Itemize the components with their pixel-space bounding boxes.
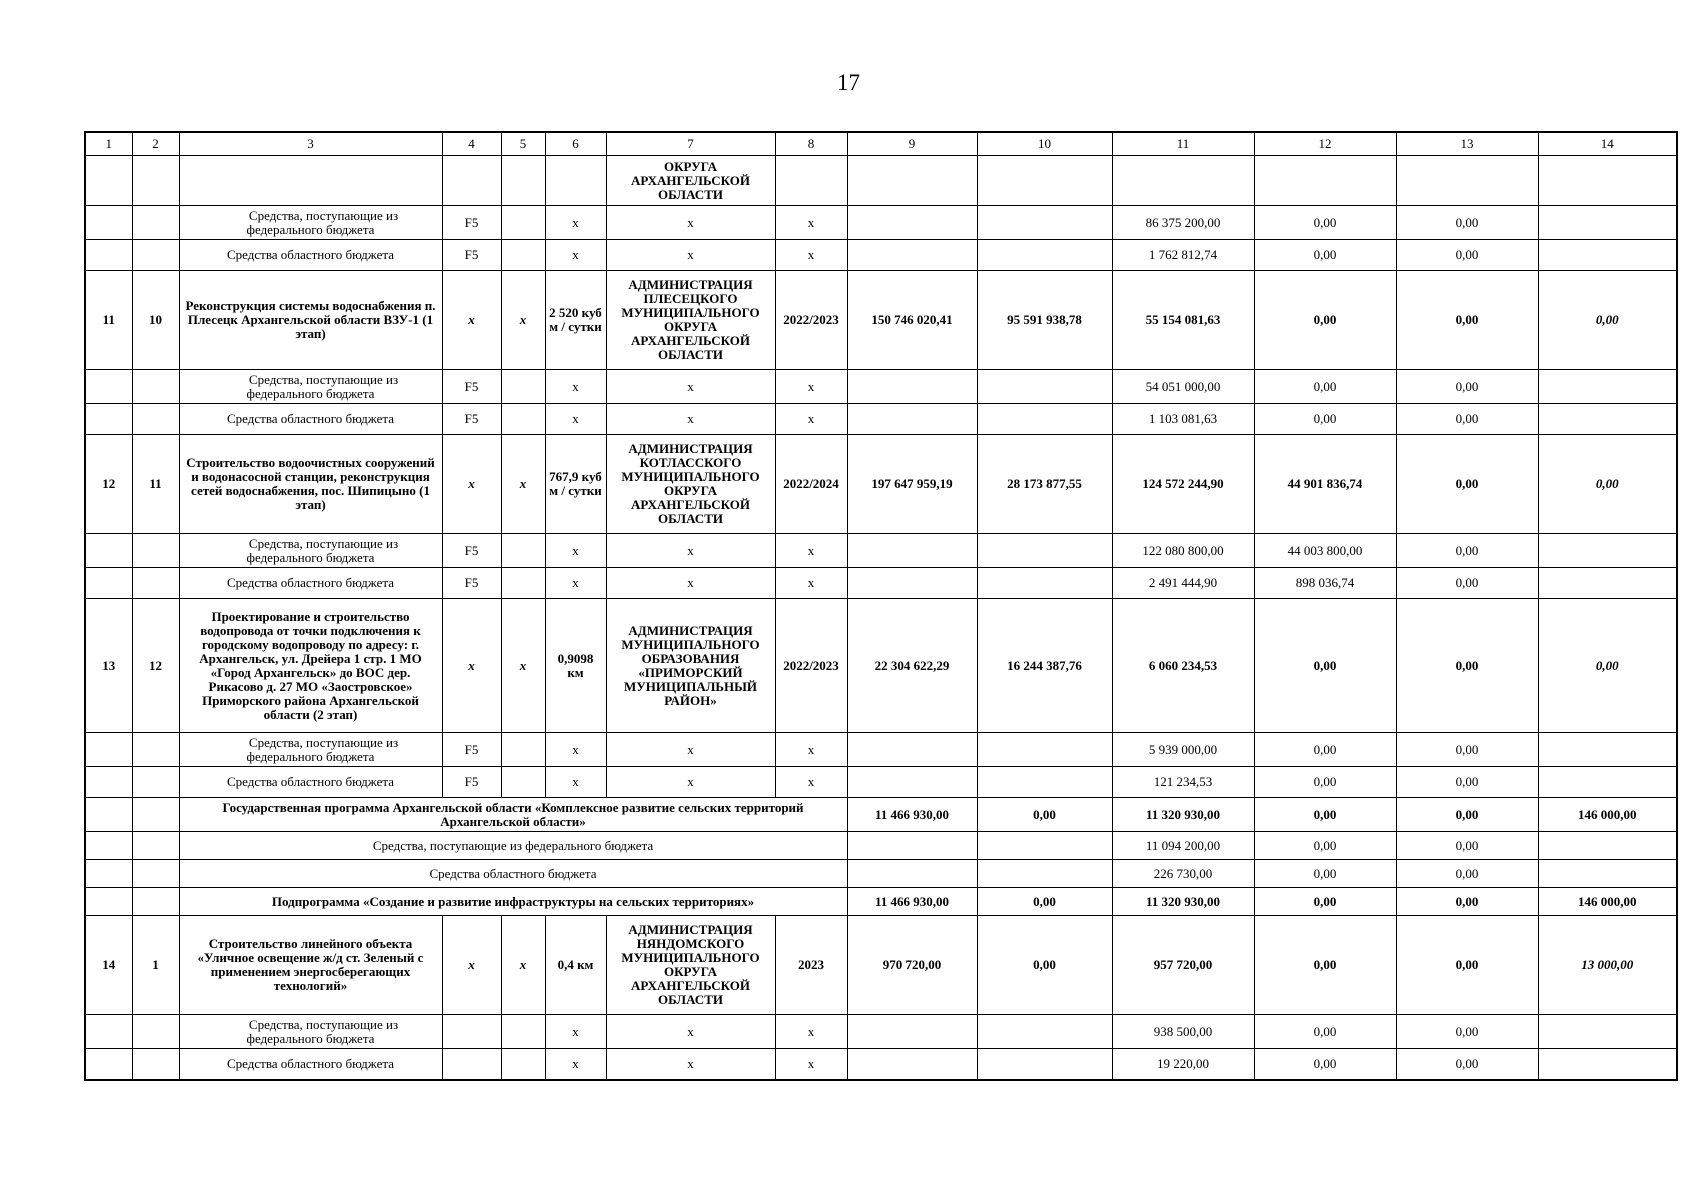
table-cell	[847, 156, 977, 206]
table-cell: x	[606, 534, 775, 568]
column-number: 13	[1396, 132, 1538, 156]
code-cell: F5	[442, 767, 501, 798]
table-row	[85, 888, 1677, 916]
table-cell	[85, 860, 132, 888]
amount-cell: 0,00	[1254, 404, 1396, 435]
amount-cell: 0,00	[1396, 832, 1538, 860]
funding-source-line: Средства, поступающие из	[248, 734, 399, 750]
amount-cell: 19 220,00	[1112, 1049, 1254, 1080]
amount-cell: 0,00	[1254, 240, 1396, 271]
table-cell: x	[545, 206, 606, 240]
table-cell: x	[545, 568, 606, 599]
table-cell	[1538, 832, 1677, 860]
table-cell	[501, 1015, 545, 1049]
table-cell: x	[501, 599, 545, 733]
table-row	[85, 599, 1677, 733]
column-number: 2	[132, 132, 179, 156]
table-cell	[1538, 370, 1677, 404]
column-number: 9	[847, 132, 977, 156]
table-cell: x	[775, 240, 847, 271]
table-cell	[132, 860, 179, 888]
table-cell	[545, 156, 606, 206]
amount-cell: 0,00	[1396, 240, 1538, 271]
table-cell	[1538, 733, 1677, 767]
amount-cell: 1 103 081,63	[1112, 404, 1254, 435]
organization-cell: АДМИНИСТРАЦИЯ МУНИЦИПАЛЬНОГО ОБРАЗОВАНИЯ «ПРИМОРСКИЙ МУНИЦИПАЛЬНЫЙ РАЙОН»	[606, 599, 775, 733]
code-cell: F5	[442, 568, 501, 599]
table-cell	[501, 767, 545, 798]
amount-cell: 6 060 234,53	[1112, 599, 1254, 733]
amount-cell: 121 234,53	[1112, 767, 1254, 798]
table-cell: x	[606, 206, 775, 240]
table-cell	[977, 240, 1112, 271]
amount-cell: 226 730,00	[1112, 860, 1254, 888]
funding-source-name: Средства областного бюджета	[179, 1049, 442, 1080]
code-cell	[442, 1049, 501, 1080]
object-number: 1	[132, 916, 179, 1015]
amount-cell: 0,00	[1396, 767, 1538, 798]
column-number: 3	[179, 132, 442, 156]
table-cell	[85, 240, 132, 271]
amount-cell: 0,00	[1396, 404, 1538, 435]
table-cell	[501, 534, 545, 568]
table-cell	[501, 370, 545, 404]
table-cell	[132, 568, 179, 599]
table-row	[85, 798, 1677, 832]
table-cell	[1538, 240, 1677, 271]
table-cell	[1538, 1049, 1677, 1080]
table-cell	[977, 1049, 1112, 1080]
table-cell	[85, 404, 132, 435]
funding-source-name	[179, 534, 442, 568]
column-number: 6	[545, 132, 606, 156]
amount-cell: 16 244 387,76	[977, 599, 1112, 733]
table-cell: x	[606, 1015, 775, 1049]
funding-source-name: Средства областного бюджета	[179, 568, 442, 599]
table-cell	[977, 156, 1112, 206]
funding-source-line: Средства, поступающие из	[248, 1016, 399, 1032]
period-cell: 2022/2024	[775, 435, 847, 534]
amount-cell: 0,00	[1254, 271, 1396, 370]
amount-cell: 0,00	[1396, 798, 1538, 832]
table-row	[85, 733, 1677, 767]
amount-cell: 1 762 812,74	[1112, 240, 1254, 271]
table-cell	[977, 860, 1112, 888]
table-cell	[501, 1049, 545, 1080]
funding-source-line: федерального бюджета	[246, 221, 375, 237]
column-number: 4	[442, 132, 501, 156]
amount-cell: 0,00	[1538, 599, 1677, 733]
organization-cell: АДМИНИСТРАЦИЯ КОТЛАССКОГО МУНИЦИПАЛЬНОГО ОКРУГА АРХАНГЕЛЬСКОЙ ОБЛАСТИ	[606, 435, 775, 534]
table-row	[85, 916, 1677, 1015]
table-cell: x	[606, 733, 775, 767]
table-cell	[132, 534, 179, 568]
table-cell: x	[545, 733, 606, 767]
amount-cell: 0,00	[1396, 733, 1538, 767]
table-cell	[442, 156, 501, 206]
amount-cell: 150 746 020,41	[847, 271, 977, 370]
table-cell	[85, 733, 132, 767]
code-cell: F5	[442, 404, 501, 435]
table-cell	[847, 1015, 977, 1049]
table-cell	[85, 798, 132, 832]
program-name: Государственная программа Архангельской области «Комплексное развитие сельских территорий Архангельской области»	[179, 798, 847, 832]
table-row	[85, 832, 1677, 860]
table-row	[85, 767, 1677, 798]
table-cell	[775, 156, 847, 206]
amount-cell: 0,00	[1396, 370, 1538, 404]
table-cell	[1538, 1015, 1677, 1049]
amount-cell: 898 036,74	[1254, 568, 1396, 599]
amount-cell: 0,00	[1396, 916, 1538, 1015]
amount-cell: 146 000,00	[1538, 888, 1677, 916]
organization-cell: АДМИНИСТРАЦИЯ НЯНДОМСКОГО МУНИЦИПАЛЬНОГО ОКРУГА АРХАНГЕЛЬСКОЙ ОБЛАСТИ	[606, 916, 775, 1015]
amount-cell: 95 591 938,78	[977, 271, 1112, 370]
table-cell	[132, 798, 179, 832]
table-cell	[85, 767, 132, 798]
amount-cell: 0,00	[1396, 1015, 1538, 1049]
code-cell: F5	[442, 206, 501, 240]
amount-cell: 0,00	[1396, 1049, 1538, 1080]
table-cell	[85, 156, 132, 206]
funding-source-line: Средства, поступающие из	[248, 207, 399, 223]
table-cell	[132, 832, 179, 860]
amount-cell: 55 154 081,63	[1112, 271, 1254, 370]
funding-source-name: Средства, поступающие из федерального бюджета	[179, 832, 847, 860]
code-cell: F5	[442, 370, 501, 404]
table-cell: x	[442, 916, 501, 1015]
funding-source-line: федерального бюджета	[246, 748, 375, 764]
object-number: 12	[132, 599, 179, 733]
table-row	[85, 206, 1677, 240]
table-cell: x	[545, 1049, 606, 1080]
table-cell	[501, 733, 545, 767]
funding-source-name: Средства областного бюджета	[179, 860, 847, 888]
amount-cell: 0,00	[1254, 888, 1396, 916]
table-cell	[847, 832, 977, 860]
funding-source-line: Средства, поступающие из	[248, 535, 399, 551]
table-cell	[85, 832, 132, 860]
amount-cell: 0,00	[1396, 599, 1538, 733]
amount-cell: 0,00	[977, 888, 1112, 916]
table-cell	[847, 568, 977, 599]
amount-cell: 22 304 622,29	[847, 599, 977, 733]
funding-source-line: Средства, поступающие из	[248, 371, 399, 387]
organization-cell: ОКРУГА АРХАНГЕЛЬСКОЙ ОБЛАСТИ	[606, 156, 775, 206]
period-cell: 2022/2023	[775, 599, 847, 733]
amount-cell: 11 320 930,00	[1112, 888, 1254, 916]
amount-cell: 11 320 930,00	[1112, 798, 1254, 832]
amount-cell: 938 500,00	[1112, 1015, 1254, 1049]
table-cell	[501, 240, 545, 271]
table-cell: x	[775, 534, 847, 568]
code-cell: F5	[442, 733, 501, 767]
table-cell: x	[545, 404, 606, 435]
table-cell	[132, 156, 179, 206]
table-row	[85, 1015, 1677, 1049]
table-row	[85, 568, 1677, 599]
amount-cell: 0,00	[1254, 1015, 1396, 1049]
amount-cell: 0,00	[1254, 798, 1396, 832]
amount-cell: 0,00	[1254, 1049, 1396, 1080]
table-cell: x	[775, 1049, 847, 1080]
table-cell	[1538, 534, 1677, 568]
funding-source-line: федерального бюджета	[246, 1030, 375, 1046]
funding-source-name	[179, 733, 442, 767]
amount-cell: 0,00	[1396, 860, 1538, 888]
amount-cell: 11 466 930,00	[847, 798, 977, 832]
table-cell	[132, 240, 179, 271]
column-number: 14	[1538, 132, 1677, 156]
amount-cell: 5 939 000,00	[1112, 733, 1254, 767]
table-row	[85, 240, 1677, 271]
amount-cell: 0,00	[1538, 271, 1677, 370]
amount-cell: 86 375 200,00	[1112, 206, 1254, 240]
table-cell	[132, 404, 179, 435]
organization-cell: АДМИНИСТРАЦИЯ ПЛЕСЕЦКОГО МУНИЦИПАЛЬНОГО ОКРУГА АРХАНГЕЛЬСКОЙ ОБЛАСТИ	[606, 271, 775, 370]
table-cell: x	[775, 733, 847, 767]
table-cell	[847, 404, 977, 435]
amount-cell: 44 901 836,74	[1254, 435, 1396, 534]
row-number: 13	[85, 599, 132, 733]
column-number: 11	[1112, 132, 1254, 156]
table-cell: x	[606, 568, 775, 599]
table-cell	[1538, 156, 1677, 206]
amount-cell: 957 720,00	[1112, 916, 1254, 1015]
program-name: Подпрограмма «Создание и развитие инфраструктуры на сельских территориях»	[179, 888, 847, 916]
table-cell: x	[606, 240, 775, 271]
amount-cell: 0,00	[977, 798, 1112, 832]
table-cell	[85, 206, 132, 240]
table-cell	[977, 534, 1112, 568]
table-cell	[85, 1049, 132, 1080]
object-number: 10	[132, 271, 179, 370]
amount-cell: 0,00	[1254, 599, 1396, 733]
table-cell: x	[775, 1015, 847, 1049]
table-cell	[85, 888, 132, 916]
table-cell: x	[545, 370, 606, 404]
capacity-cell: 2 520 куб м / сутки	[545, 271, 606, 370]
amount-cell: 0,00	[1254, 916, 1396, 1015]
amount-cell: 0,00	[1254, 860, 1396, 888]
code-cell	[442, 1015, 501, 1049]
table-cell	[847, 860, 977, 888]
table-cell	[501, 206, 545, 240]
table-cell	[977, 832, 1112, 860]
amount-cell: 0,00	[1254, 370, 1396, 404]
column-number: 10	[977, 132, 1112, 156]
column-number: 12	[1254, 132, 1396, 156]
table-cell: x	[442, 271, 501, 370]
row-number: 12	[85, 435, 132, 534]
object-name: Строительство водоочистных сооружений и водонасосной станции, реконструкция сетей водоснабжения, пос. Шипицыно (1 этап)	[179, 435, 442, 534]
funding-source-line: федерального бюджета	[246, 385, 375, 401]
table-cell	[132, 370, 179, 404]
table-cell	[1254, 156, 1396, 206]
table-cell	[977, 1015, 1112, 1049]
amount-cell: 0,00	[1254, 832, 1396, 860]
amount-cell: 0,00	[1396, 534, 1538, 568]
table-row	[85, 860, 1677, 888]
table-cell	[1538, 404, 1677, 435]
amount-cell: 0,00	[977, 916, 1112, 1015]
funding-source-name: Средства областного бюджета	[179, 404, 442, 435]
table-row	[85, 156, 1677, 206]
table-cell: x	[545, 240, 606, 271]
table-cell: x	[501, 916, 545, 1015]
amount-cell: 28 173 877,55	[977, 435, 1112, 534]
column-number-row	[85, 132, 1677, 156]
amount-cell: 54 051 000,00	[1112, 370, 1254, 404]
amount-cell: 0,00	[1396, 888, 1538, 916]
table-cell	[847, 733, 977, 767]
table-cell: x	[442, 599, 501, 733]
table-cell	[501, 156, 545, 206]
table-cell	[847, 370, 977, 404]
table-cell	[1538, 568, 1677, 599]
table-row	[85, 534, 1677, 568]
table-cell	[977, 206, 1112, 240]
table-cell	[977, 733, 1112, 767]
table-cell: x	[775, 370, 847, 404]
amount-cell: 0,00	[1254, 733, 1396, 767]
table-cell	[977, 568, 1112, 599]
table-cell: x	[501, 435, 545, 534]
amount-cell: 0,00	[1254, 767, 1396, 798]
table-cell: x	[501, 271, 545, 370]
amount-cell: 146 000,00	[1538, 798, 1677, 832]
table-cell	[132, 1015, 179, 1049]
table-cell	[501, 404, 545, 435]
table-cell: x	[606, 370, 775, 404]
row-number: 14	[85, 916, 132, 1015]
capacity-cell: 0,4 км	[545, 916, 606, 1015]
amount-cell: 970 720,00	[847, 916, 977, 1015]
funding-source-name	[179, 206, 442, 240]
table-cell: x	[545, 534, 606, 568]
object-name: Реконструкция системы водоснабжения п. Плесецк Архангельской области ВЗУ-1 (1 этап)	[179, 271, 442, 370]
table-cell	[1538, 767, 1677, 798]
column-number: 8	[775, 132, 847, 156]
table-row	[85, 404, 1677, 435]
object-name: Проектирование и строительство водопровода от точки подключения к городскому водопроводу по адресу: г. Архангельск, ул. Дрейера 1 стр. 1 МО «Город Архангельск» до ВОС дер. Рикасово д. 27 МО «Заостровское» Приморского района Архангельской области (2 этап)	[179, 599, 442, 733]
table-row	[85, 435, 1677, 534]
amount-cell: 44 003 800,00	[1254, 534, 1396, 568]
amount-cell: 11 094 200,00	[1112, 832, 1254, 860]
table-cell: x	[442, 435, 501, 534]
code-cell: F5	[442, 240, 501, 271]
amount-cell: 0,00	[1538, 435, 1677, 534]
funding-source-name: Средства областного бюджета	[179, 767, 442, 798]
amount-cell: 0,00	[1396, 435, 1538, 534]
table-cell	[977, 767, 1112, 798]
amount-cell: 122 080 800,00	[1112, 534, 1254, 568]
table-cell: x	[606, 404, 775, 435]
amount-cell: 197 647 959,19	[847, 435, 977, 534]
table-cell: x	[775, 767, 847, 798]
table-cell	[132, 767, 179, 798]
amount-cell: 2 491 444,90	[1112, 568, 1254, 599]
table-row	[85, 370, 1677, 404]
funding-source-name	[179, 1015, 442, 1049]
table-cell: x	[606, 767, 775, 798]
table-cell	[85, 568, 132, 599]
page-number: 17	[837, 70, 860, 95]
table-cell	[847, 534, 977, 568]
table-cell: x	[775, 568, 847, 599]
amount-cell: 0,00	[1254, 206, 1396, 240]
table-cell	[132, 733, 179, 767]
table-cell	[847, 1049, 977, 1080]
object-name: Строительство линейного объекта «Уличное освещение ж/д ст. Зеленый с применением энергосберегающих технологий»	[179, 916, 442, 1015]
table-cell: x	[775, 206, 847, 240]
column-number: 5	[501, 132, 545, 156]
table-cell	[977, 404, 1112, 435]
amount-cell: 11 466 930,00	[847, 888, 977, 916]
table-row	[85, 1049, 1677, 1080]
table-row	[85, 271, 1677, 370]
table-cell	[132, 1049, 179, 1080]
table-cell: x	[545, 767, 606, 798]
table-cell	[847, 206, 977, 240]
amount-cell: 0,00	[1396, 206, 1538, 240]
funding-source-line: федерального бюджета	[246, 549, 375, 565]
amount-cell: 13 000,00	[1538, 916, 1677, 1015]
capacity-cell: 0,9098 км	[545, 599, 606, 733]
code-cell: F5	[442, 534, 501, 568]
period-cell: 2022/2023	[775, 271, 847, 370]
table-cell	[85, 534, 132, 568]
table-cell	[85, 1015, 132, 1049]
table-cell	[1538, 206, 1677, 240]
table-cell	[1396, 156, 1538, 206]
funding-source-name: Средства областного бюджета	[179, 240, 442, 271]
table-cell: x	[775, 404, 847, 435]
table-cell: x	[606, 1049, 775, 1080]
table-cell	[85, 370, 132, 404]
table-cell	[1112, 156, 1254, 206]
table-cell	[132, 206, 179, 240]
row-number: 11	[85, 271, 132, 370]
table-cell	[1538, 860, 1677, 888]
table-cell	[132, 888, 179, 916]
funding-source-name	[179, 370, 442, 404]
column-number: 1	[85, 132, 132, 156]
table-cell	[501, 568, 545, 599]
amount-cell: 0,00	[1396, 568, 1538, 599]
object-number: 11	[132, 435, 179, 534]
amount-cell: 0,00	[1396, 271, 1538, 370]
table-cell	[847, 240, 977, 271]
table-cell	[179, 156, 442, 206]
budget-table	[84, 131, 1678, 1081]
column-number: 7	[606, 132, 775, 156]
table-cell	[847, 767, 977, 798]
table-cell: x	[545, 1015, 606, 1049]
capacity-cell: 767,9 куб м / сутки	[545, 435, 606, 534]
table-cell	[977, 370, 1112, 404]
amount-cell: 124 572 244,90	[1112, 435, 1254, 534]
period-cell: 2023	[775, 916, 847, 1015]
